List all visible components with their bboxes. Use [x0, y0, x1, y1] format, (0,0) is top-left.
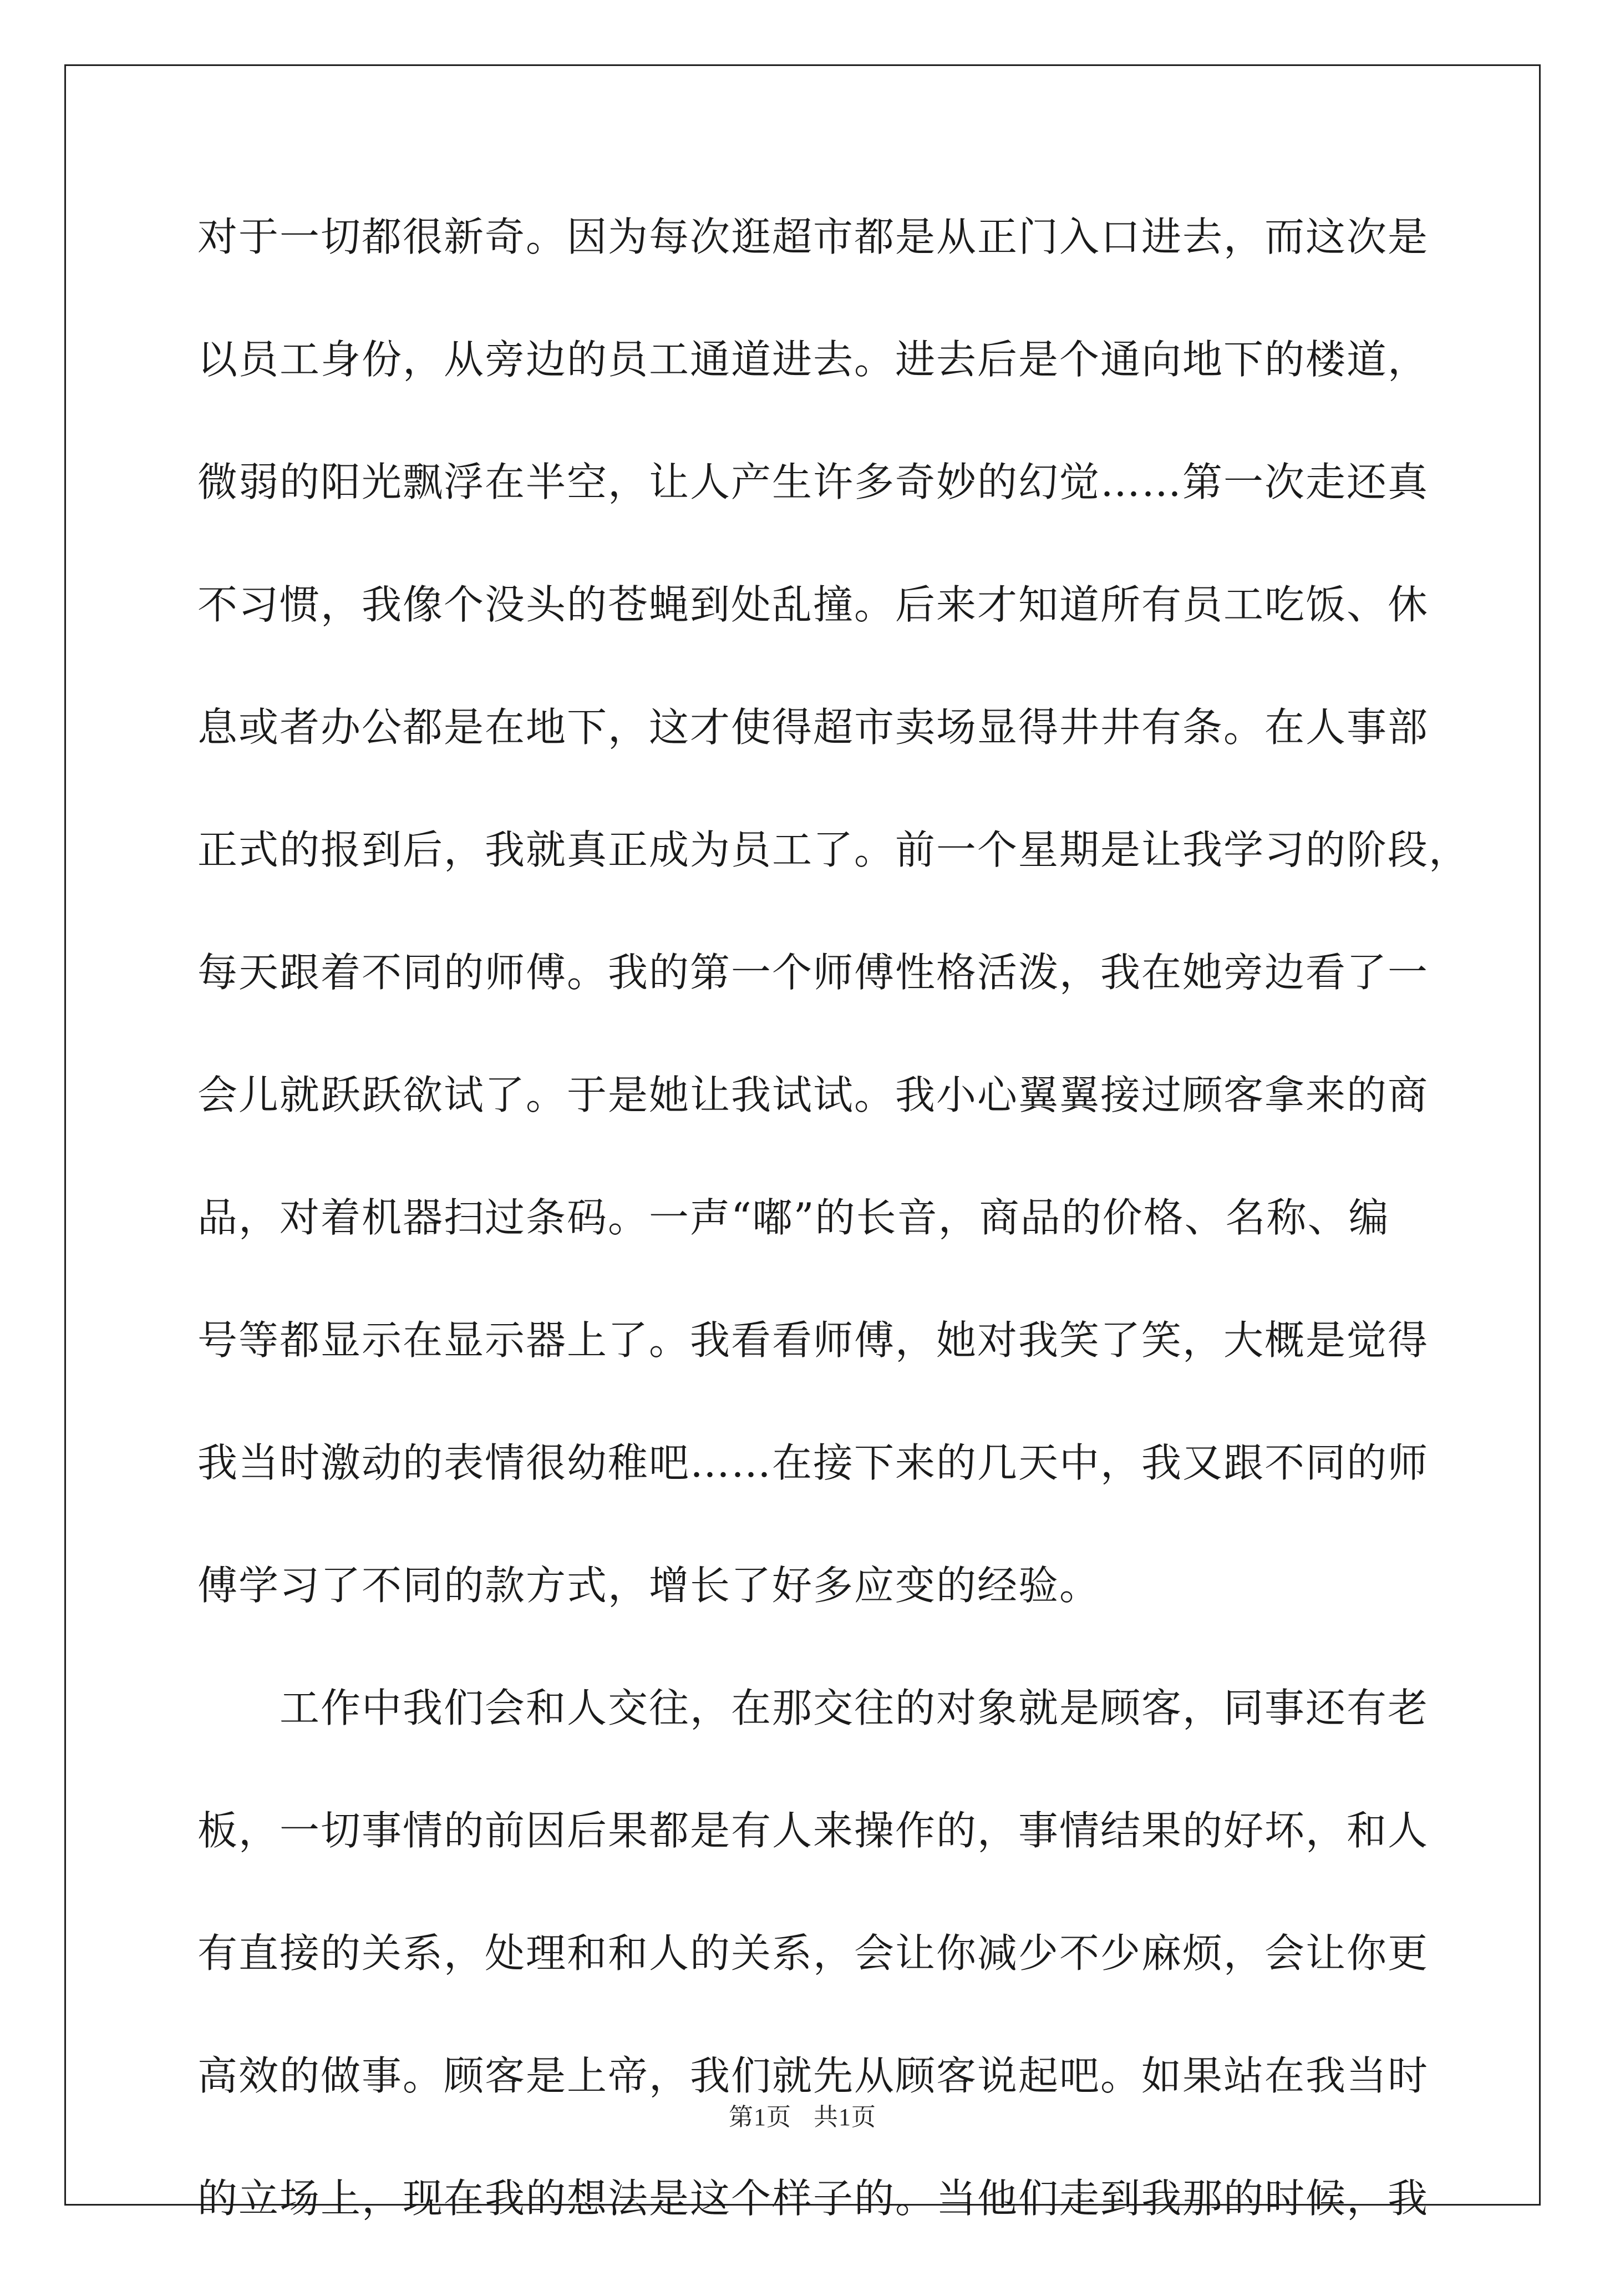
text-line: 会儿就跃跃欲试了。于是她让我试试。我小心翼翼接过顾客拿来的商 — [197, 1072, 1429, 1118]
text-line: 息或者办公都是在地下，这才使得超市卖场显得井井有条。在人事部 — [197, 704, 1429, 751]
text-line: 对于一切都很新奇。因为每次逛超市都是从正门入口进去，而这次是 — [197, 214, 1429, 260]
paragraph-2 — [197, 1683, 1429, 2296]
text-line: 的立场上，现在我的想法是这个样子的。当他们走到我那的时候，我 — [197, 2175, 1429, 2222]
text-line: 以员工身份，从旁边的员工通道进去。进去后是个通向地下的楼道， — [197, 336, 1429, 383]
text-line: 正式的报到后，我就真正成为员工了。前一个星期是让我学习的阶段， — [197, 827, 1470, 873]
text-line-indented: 工作中我们会和人交往，在那交往的对象就是顾客，同事还有老 — [280, 1685, 1429, 1731]
text-line: 品，对着机器扫过条码。一声“嘟”的长音，商品的价格、名称、编 — [197, 1194, 1390, 1241]
text-line: 微弱的阳光飘浮在半空，让人产生许多奇妙的幻觉……第一次走还真 — [197, 459, 1429, 505]
page-number: 第1页 — [729, 2104, 791, 2131]
text-line: 号等都显示在显示器上了。我看看师傅，她对我笑了笑，大概是觉得 — [197, 1317, 1429, 1364]
page-footer — [0, 2097, 1605, 2132]
text-line: 板，一切事情的前因后果都是有人来操作的，事情结果的好坏，和人 — [197, 1807, 1429, 1854]
document-body — [197, 212, 1470, 2296]
text-line: 有直接的关系，处理和和人的关系，会让你减少不少麻烦，会让你更 — [197, 1930, 1429, 1976]
page-total: 共1页 — [814, 2104, 876, 2131]
text-line: 傅学习了不同的款方式，增长了好多应变的经验。 — [197, 1562, 1101, 1609]
text-line: 不习惯，我像个没头的苍蝇到处乱撞。后来才知道所有员工吃饭、休 — [197, 581, 1429, 628]
paragraph-1 — [197, 212, 1470, 1683]
text-line: 高效的做事。顾客是上帝，我们就先从顾客说起吧。如果站在我当时 — [197, 2052, 1429, 2099]
text-line: 我当时激动的表情很幼稚吧……在接下来的几天中，我又跟不同的师 — [197, 1440, 1429, 1486]
text-line: 每天跟着不同的师傅。我的第一个师傅性格活泼，我在她旁边看了一 — [197, 949, 1429, 996]
